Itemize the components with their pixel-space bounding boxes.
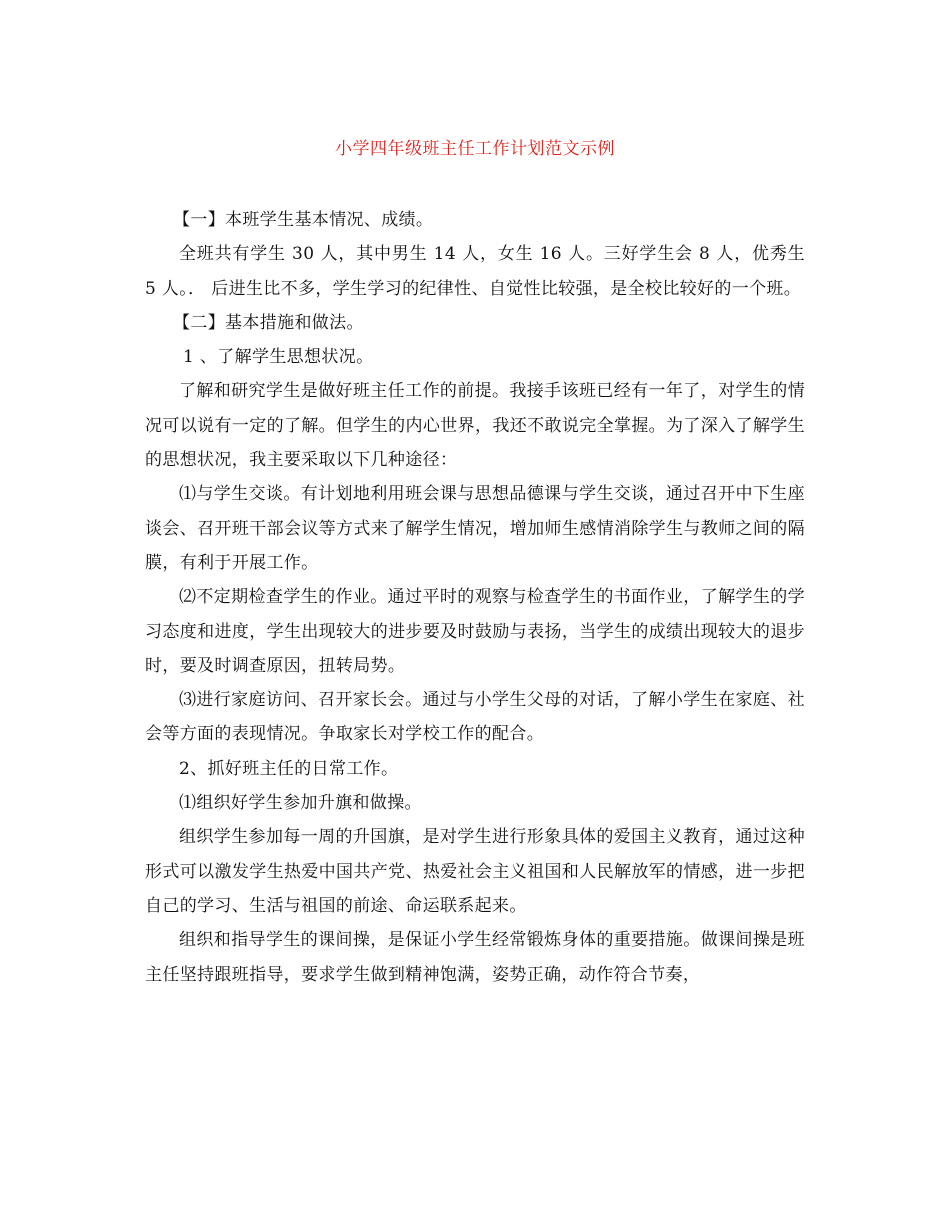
- subheading-daily-work: 2、抓好班主任的日常工作。: [179, 758, 399, 779]
- subheading-flag-exercise: ⑴组织好学生参加升旗和做操。: [179, 793, 422, 814]
- section-heading-2: 【二】基本措施和做法。: [173, 312, 364, 333]
- section-heading-1: 【一】本班学生基本情况、成绩。: [173, 210, 434, 230]
- paragraph-understand-students: 了解和研究学生是做好班主任工作的前提。我接手该班已经有一年了，对学生的情况可以说有一定的了解。但学生的内心世界，我还不敢说完全掌握。为了深入了解学生的思想状况，我主要采取以下几种途径：: [145, 381, 805, 471]
- document-title: 小学四年级班主任工作计划范文示例: [335, 139, 615, 159]
- document-body: [145, 203, 805, 992]
- subheading-understand-students: 1 、了解学生思想状况。: [183, 347, 374, 368]
- paragraph-home-visits: ⑶进行家庭访问、召开家长会。通过与小学生父母的对话，了解小学生在家庭、社会等方面的表现情况。争取家长对学校工作的配合。: [145, 690, 805, 745]
- paragraph-class-overview: 全班共有学生 30 人，其中男生 14 人，女生 16 人。三好学生会 8 人，优秀生 5 人。． 后进生比不多，学生学习的纪律性、自觉性比较强，是全校比较好的一个班。: [145, 244, 805, 299]
- paragraph-talk-with-students: ⑴与学生交谈。有计划地利用班会课与思想品德课与学生交谈，通过召开中下生座谈会、召开班干部会议等方式来了解学生情况，增加师生感情消除学生与教师之间的隔膜，有利于开展工作。: [145, 484, 805, 573]
- paragraph-check-homework: ⑵不定期检查学生的作业。通过平时的观察与检查学生的书面作业，了解学生的学习态度和进度，学生出现较大的进步要及时鼓励与表扬，当学生的成绩出现较大的退步时，要及时调查原因，扭转局势。: [145, 587, 805, 676]
- paragraph-exercises: 组织和指导学生的课间操，是保证小学生经常锻炼身体的重要措施。做课间操是班主任坚持跟班指导，要求学生做到精神饱满，姿势正确，动作符合节奏，: [145, 930, 805, 985]
- paragraph-flag-raising: 组织学生参加每一周的升国旗，是对学生进行形象具体的爱国主义教育，通过这种形式可以激发学生热爱中国共产党、热爱社会主义祖国和人民解放军的情感，进一步把自己的学习、生活与祖国的前途、命运联系起来。: [145, 827, 805, 916]
